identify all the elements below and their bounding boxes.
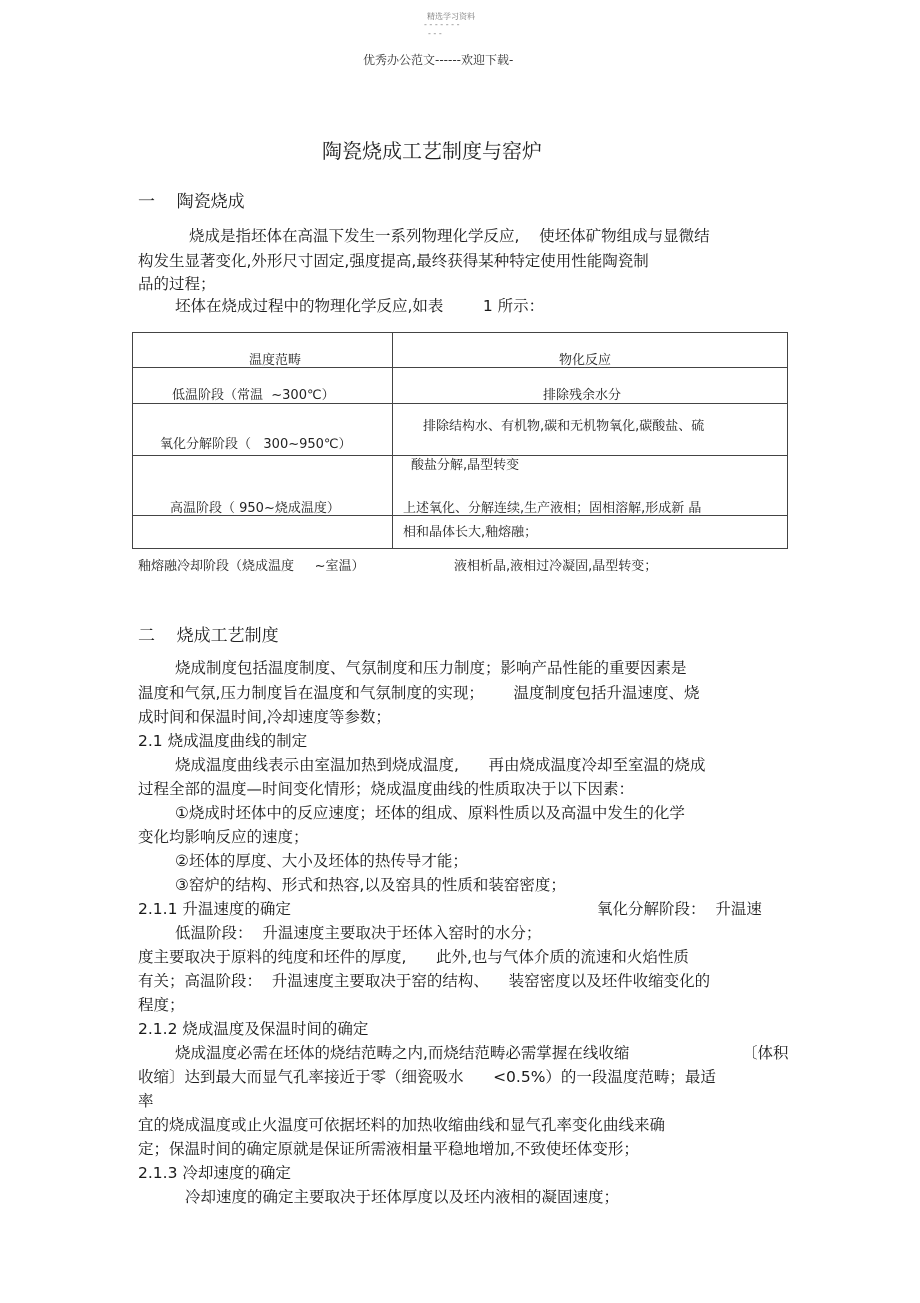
- subsection-heading: 2.1.2 烧成温度及保温时间的确定: [138, 1020, 369, 1038]
- paragraph-line: 烧成温度必需在坯体的烧结范畴之内,而烧结范畴必需掌握在线收缩: [175, 1044, 630, 1062]
- table-header-cell: 温度范畴: [249, 353, 302, 368]
- table-cell-stage: 高温阶段（ 950~烧成温度）: [170, 501, 340, 516]
- paragraph-line: 烧成温度曲线表示由室温加热到烧成温度, 再由烧成温度冷却至室温的烧成: [175, 756, 706, 774]
- table-cell-reaction: 排除残余水分: [543, 388, 622, 403]
- section-heading-2: 二 烧成工艺制度: [138, 626, 279, 646]
- table-cell-stage: 低温阶段（常温 ~300℃）: [172, 388, 335, 403]
- header-banner: 优秀办公范文------欢迎下载-: [363, 53, 514, 67]
- paragraph-line: 烧成制度包括温度制度、气氛制度和压力制度；影响产品性能的重要因素是: [175, 659, 687, 677]
- table-cell-reaction: 排除结构水、有机物,碳和无机物氧化,碳酸盐、硫: [423, 419, 705, 434]
- paragraph-line: 程度；: [138, 996, 185, 1014]
- paragraph-line: 度主要取决于原料的纯度和坯件的厚度, 此外,也与气体介质的流速和火焰性质: [138, 948, 689, 966]
- factor-line: 变化均影响反应的速度；: [138, 828, 309, 846]
- subsection-heading: 2.1 烧成温度曲线的制定: [138, 732, 308, 750]
- header-tiny-label: 精选学习资料: [427, 12, 475, 21]
- paragraph-line: 烧成是指坯体在高温下发生一系列物理化学反应, 使坯体矿物组成与显微结: [189, 227, 710, 245]
- table-cell-reaction: 酸盐分解,晶型转变: [411, 458, 520, 473]
- table-cell-stage: 氧化分解阶段（ 300~950℃）: [160, 437, 352, 452]
- paragraph-line: 构发生显著变化,外形尺寸固定,强度提高,最终获得某种特定使用性能陶瓷制: [138, 252, 649, 270]
- table-cell-reaction: 上述氧化、分解连续,生产液相；固相溶解,形成新 晶: [403, 501, 702, 516]
- table-after-stage: 釉熔融冷却阶段（烧成温度 ~室温）: [138, 559, 365, 574]
- factor-line: ③窑炉的结构、形式和热容,以及窑具的性质和装窑密度；: [175, 876, 566, 894]
- document-title: 陶瓷烧成工艺制度与窑炉: [322, 139, 542, 163]
- paragraph-line: 坯体在烧成过程中的物理化学反应,如表 1 所示：: [175, 297, 545, 315]
- factor-line: ②坯体的厚度、大小及坯体的热传导才能；: [175, 852, 468, 870]
- paragraph-line: 宜的烧成温度或止火温度可依据坯料的加热收缩曲线和显气孔率变化曲线来确: [138, 1116, 666, 1134]
- factor-line: ①烧成时坯体中的反应速度；坯体的组成、原料性质以及高温中发生的化学: [175, 804, 685, 822]
- subsection-heading: 2.1.3 冷却速度的确定: [138, 1164, 291, 1182]
- paragraph-line: 率: [138, 1092, 154, 1110]
- table-header-cell: 物化反应: [559, 353, 612, 368]
- paragraph-line: 低温阶段： 升温速度主要取决于坯体入窑时的水分；: [175, 924, 542, 942]
- paragraph-line: 品的过程；: [138, 275, 216, 293]
- header-tiny-dashes: - - - - - - -: [424, 20, 460, 29]
- paragraph-line: 有关；高温阶段： 升温速度主要取决于窑的结构、 装窑密度以及坯件收缩变化的: [138, 972, 711, 990]
- paragraph-line: 成时间和保温时间,冷却速度等参数；: [138, 708, 391, 726]
- header-tiny-dashes: - - -: [428, 29, 442, 38]
- table-cell-reaction: 相和晶体长大,釉熔融；: [403, 525, 538, 540]
- paragraph-fragment: 〔体积: [742, 1044, 789, 1062]
- paragraph-line: 温度和气氛,压力制度旨在温度和气氛制度的实现； 温度制度包括升温速度、烧: [138, 684, 700, 702]
- paragraph-line: 收缩〕达到最大而显气孔率接近于零（细瓷吸水 <0.5%）的一段温度范畴；最适: [138, 1068, 716, 1086]
- subsection-heading: 2.1.1 升温速度的确定: [138, 900, 291, 918]
- section-heading-1: 一 陶瓷烧成: [138, 192, 245, 212]
- paragraph-line: 冷却速度的确定主要取决于坯体厚度以及坯内液相的凝固速度；: [185, 1188, 620, 1206]
- paragraph-fragment: 氧化分解阶段： 升温速: [597, 900, 762, 918]
- table-after-reaction: 液相析晶,液相过冷凝固,晶型转变；: [454, 559, 658, 574]
- paragraph-line: 定；保温时间的确定原就是保证所需液相量平稳地增加,不致使坯体变形；: [138, 1140, 639, 1158]
- paragraph-line: 过程全部的温度—时间变化情形；烧成温度曲线的性质取决于以下因素：: [138, 780, 635, 798]
